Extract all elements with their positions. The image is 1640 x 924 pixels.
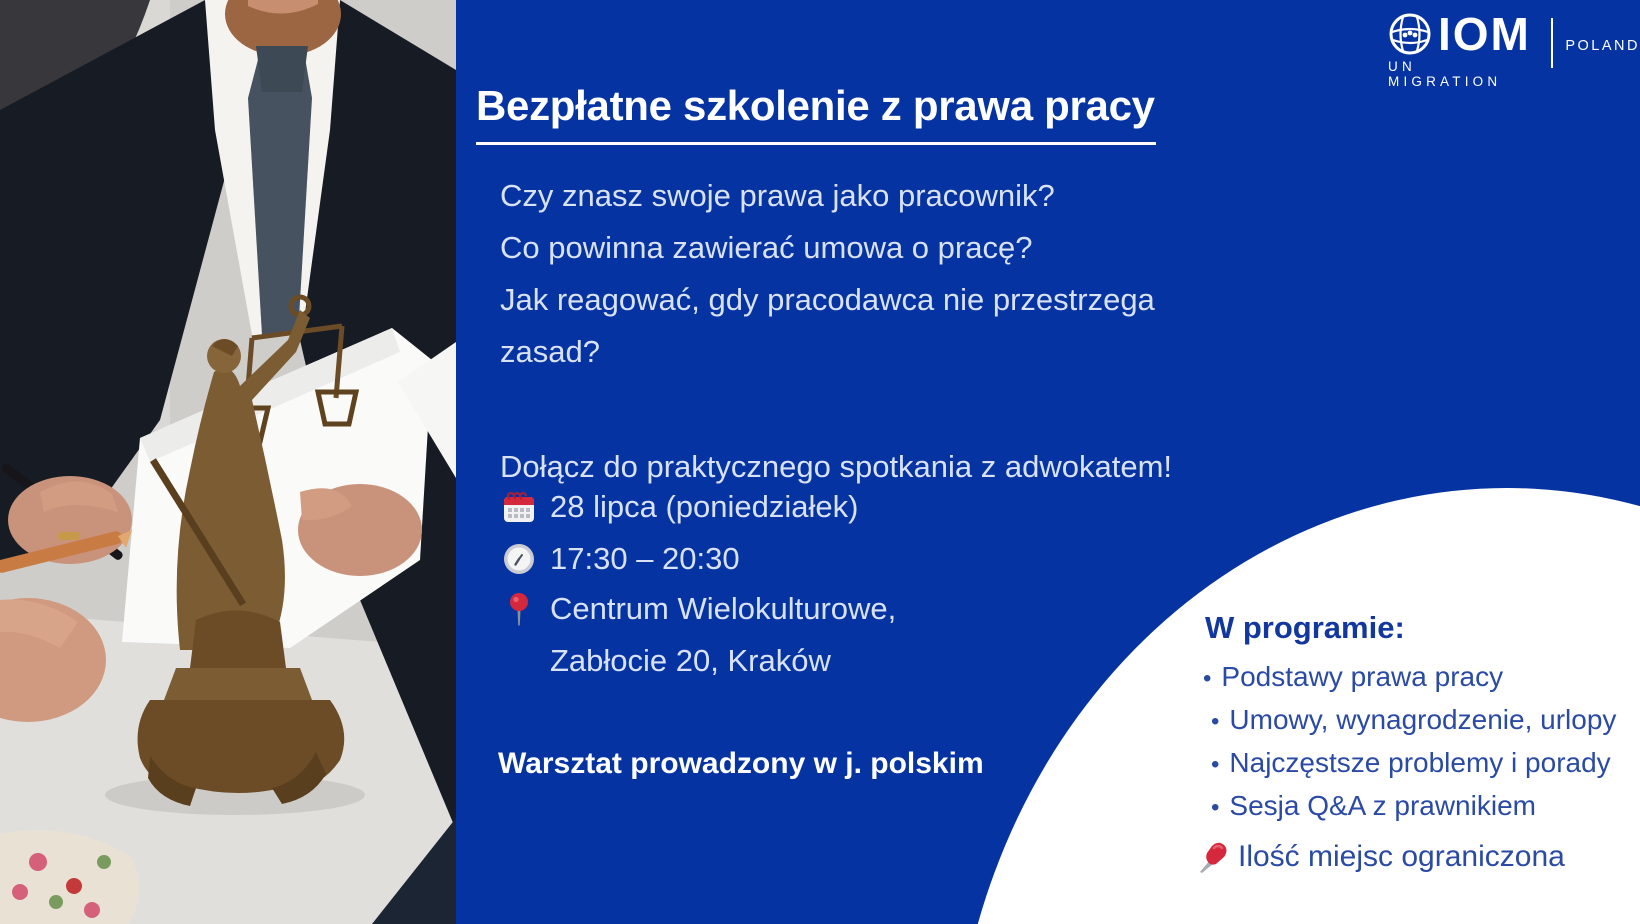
program-item: • Sesja Q&A z prawnikiem (1211, 790, 1536, 821)
calendar-icon (502, 490, 536, 524)
iom-logo-subtext: UN MIGRATION (1388, 59, 1502, 89)
intro-line: zasad? (500, 334, 600, 369)
program-item: • Umowy, wynagrodzenie, urlopy (1211, 704, 1617, 735)
program-heading: W programie: (1205, 610, 1405, 645)
event-date: 28 lipca (poniedziałek) (550, 489, 859, 524)
iom-logo (1388, 8, 1640, 89)
iom-logo-text: IOM (1438, 8, 1531, 60)
bullet: • (1211, 794, 1220, 821)
bullet: • (1211, 708, 1220, 735)
event-time: 17:30 – 20:30 (550, 541, 740, 576)
logo-country-label: POLAND (1565, 38, 1640, 54)
iom-globe-icon (1388, 12, 1432, 56)
event-location: Centrum Wielokulturowe, (550, 591, 897, 626)
program-section (1203, 610, 1616, 828)
clock-icon (502, 542, 536, 576)
program-item: • Najczęstsze problemy i porady (1211, 747, 1611, 778)
limited-seats-text: Ilość miejsc ograniczona (1238, 840, 1565, 873)
intro-line: Czy znasz swoje prawa jako pracownik? (500, 178, 1055, 213)
lawyer-desk-photo-illustration (0, 0, 456, 924)
program-item: • Podstawy prawa pracy (1203, 661, 1504, 692)
bullet: • (1211, 751, 1220, 778)
bullet: • (1203, 665, 1212, 692)
title-underline (476, 142, 1156, 145)
round-pushpin-icon (502, 592, 536, 626)
language-note: Warsztat prowadzony w j. polskim (498, 747, 984, 780)
intro-questions (500, 170, 1155, 378)
pushpin-icon (1198, 840, 1230, 874)
event-address-line2: Zabłocie 20, Kraków (550, 643, 831, 678)
event-time-row (502, 541, 740, 577)
intro-line: Jak reagować, gdy pracodawca nie przestrzega (500, 282, 1155, 317)
logo-divider (1551, 18, 1554, 68)
event-location-row (502, 591, 896, 627)
limited-seats-note (1198, 840, 1565, 874)
program-list (1203, 656, 1616, 828)
invite-line: Dołącz do praktycznego spotkania z adwokatem! (500, 449, 1173, 484)
lawyer-desk-photo (0, 0, 456, 924)
intro-line: Co powinna zawierać umowa o pracę? (500, 230, 1033, 265)
event-date-row (502, 489, 858, 525)
page-title: Bezpłatne szkolenie z prawa pracy (476, 82, 1155, 130)
